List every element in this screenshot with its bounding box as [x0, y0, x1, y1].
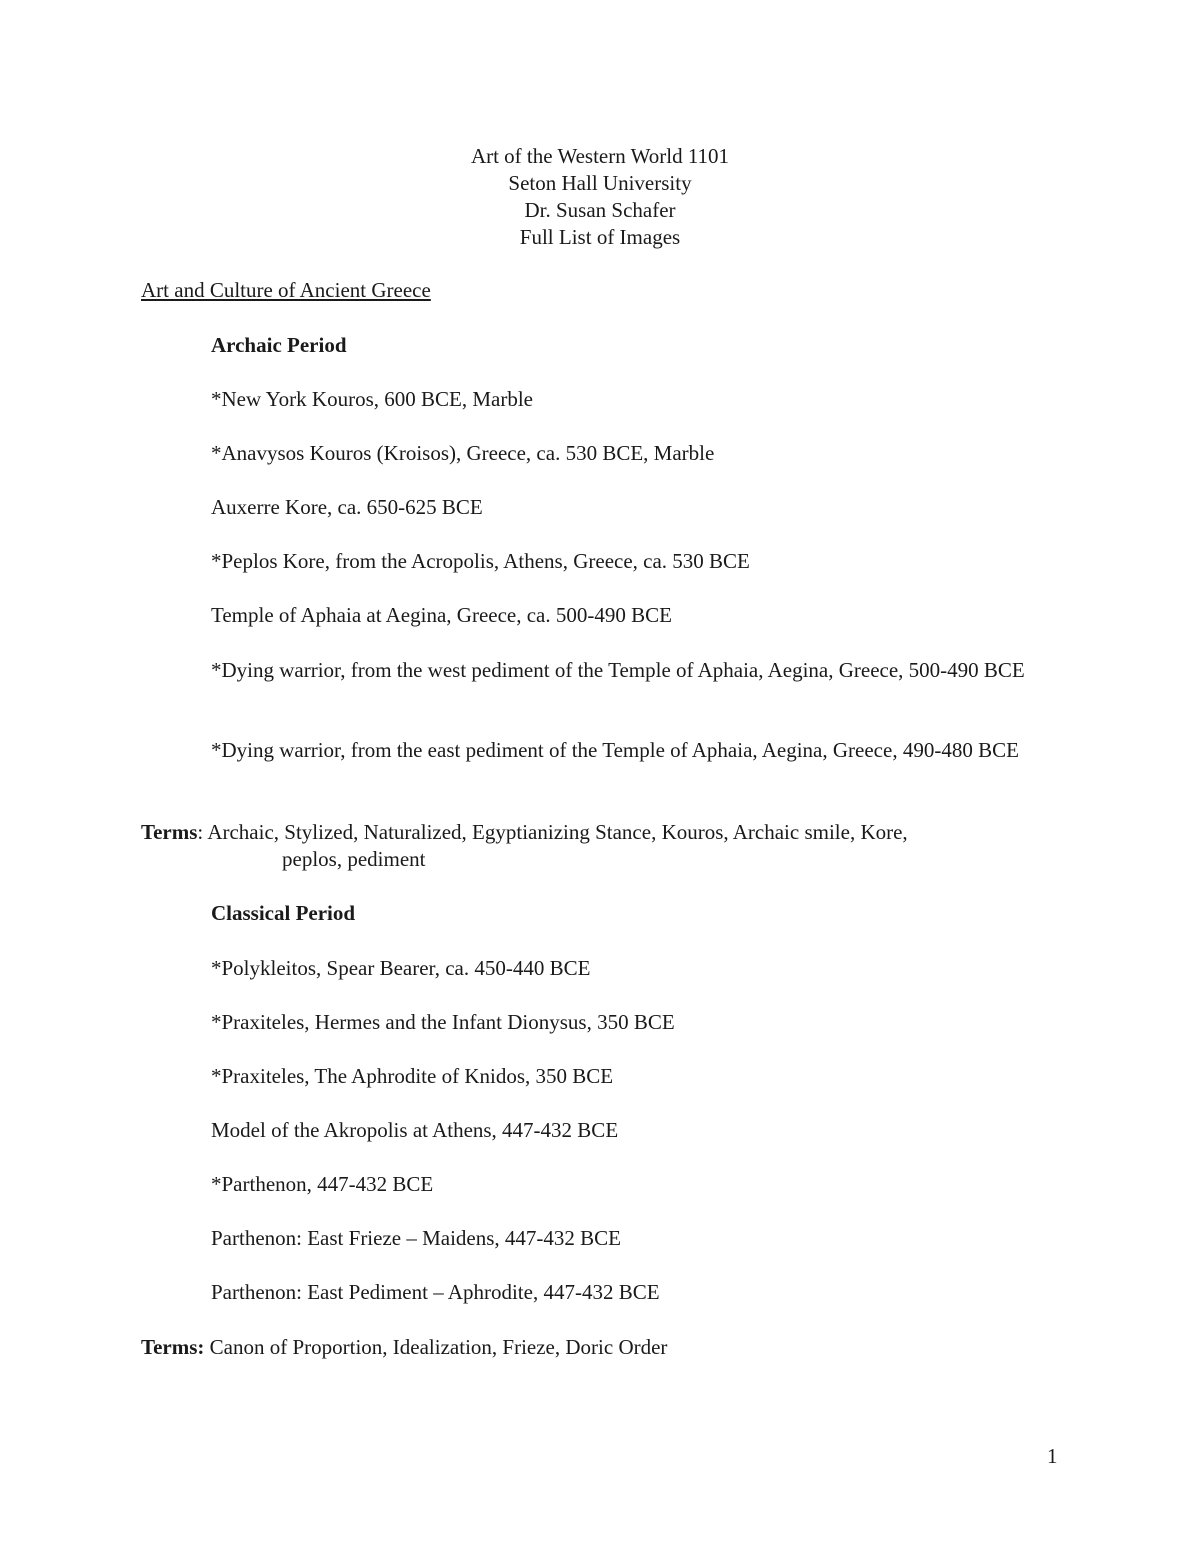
- terms-text: : Archaic, Stylized, Naturalized, Egyptianizing Stance, Kouros, Archaic smile, Kore,: [197, 820, 908, 844]
- terms-text: Canon of Proportion, Idealization, Frieze, Doric Order: [204, 1335, 668, 1359]
- list-item: Auxerre Kore, ca. 650-625 BCE: [211, 495, 483, 519]
- university-name: Seton Hall University: [508, 171, 692, 195]
- page-number: 1: [1047, 1444, 1058, 1468]
- list-item: *Peplos Kore, from the Acropolis, Athens, Greece, ca. 530 BCE: [211, 549, 750, 573]
- list-item: *Praxiteles, The Aphrodite of Knidos, 350 BCE: [211, 1064, 614, 1088]
- list-item: *Dying warrior, from the east pediment of the Temple of Aphaia, Aegina, Greece, 490-480 BCE: [211, 738, 1019, 762]
- list-title: Full List of Images: [519, 225, 681, 249]
- list-item: *New York Kouros, 600 BCE, Marble: [211, 387, 533, 411]
- list-item: Temple of Aphaia at Aegina, Greece, ca. 500-490 BCE: [211, 603, 672, 627]
- list-item: Parthenon: East Frieze – Maidens, 447-432 BCE: [211, 1226, 622, 1250]
- course-title: Art of the Western World 1101: [470, 144, 730, 168]
- terms-text-continued: peplos, pediment: [282, 847, 426, 871]
- archaic-heading: Archaic Period: [211, 333, 347, 357]
- list-item: Model of the Akropolis at Athens, 447-432 BCE: [211, 1118, 619, 1142]
- terms-label: Terms:: [141, 1335, 205, 1359]
- instructor-name: Dr. Susan Schafer: [524, 198, 676, 222]
- document-header: [0, 143, 1200, 251]
- archaic-terms: [141, 819, 908, 846]
- list-item: *Anavysos Kouros (Kroisos), Greece, ca. 530 BCE, Marble: [211, 441, 715, 465]
- list-item: Parthenon: East Pediment – Aphrodite, 447-432 BCE: [211, 1280, 660, 1304]
- list-item: *Polykleitos, Spear Bearer, ca. 450-440 BCE: [211, 956, 591, 980]
- list-item: *Dying warrior, from the west pediment of the Temple of Aphaia, Aegina, Greece, 500-490 BCE: [211, 658, 1025, 682]
- terms-label: Terms: [141, 820, 198, 844]
- classical-terms: [141, 1334, 667, 1361]
- list-item: *Praxiteles, Hermes and the Infant Dionysus, 350 BCE: [211, 1010, 675, 1034]
- list-item: *Parthenon, 447-432 BCE: [211, 1172, 434, 1196]
- classical-heading: Classical Period: [211, 901, 356, 925]
- section-title: Art and Culture of Ancient Greece: [141, 278, 431, 302]
